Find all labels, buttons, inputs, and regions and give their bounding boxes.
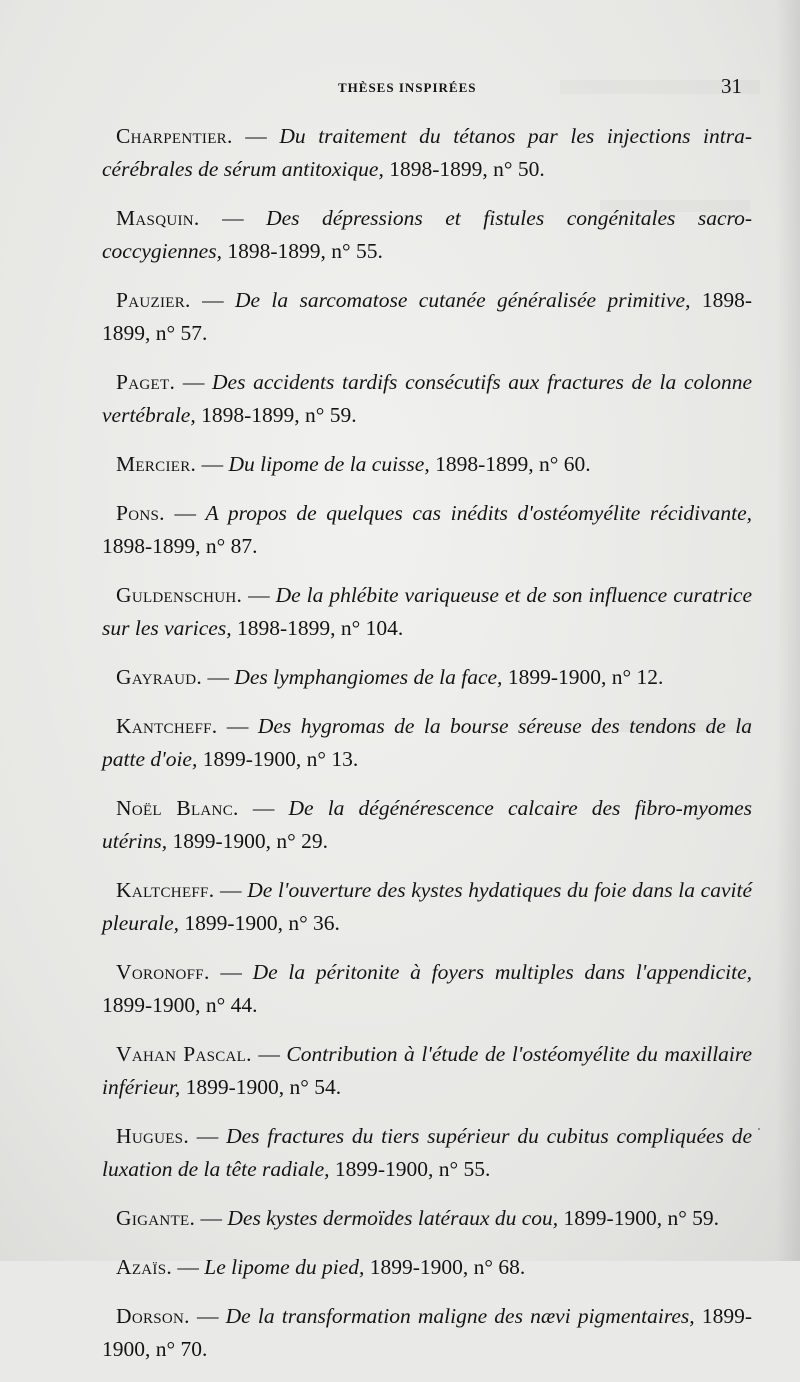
entry-details: 1898-1899, n° 87. — [102, 534, 258, 558]
entry-title: Des dépressions et fistules congénitales sacro-coccygiennes, — [102, 206, 753, 263]
entry-title: De l'ouverture des kystes hydatiques du foie dans la cavité pleurale, — [102, 878, 753, 935]
entry-separator: — — [209, 960, 253, 984]
entry-separator: — — [189, 1124, 227, 1148]
entry-separator: — — [242, 583, 276, 607]
entry-details: 1898-1899, n° 60. — [429, 452, 591, 476]
entry-details: 1899-1900, n° 29. — [167, 829, 328, 853]
entry-author: Noël Blanc. — [116, 796, 239, 820]
entry-separator: — — [172, 1255, 205, 1279]
entry-details: 1898-1899, n° 104. — [231, 616, 404, 640]
thesis-entry — [102, 1251, 752, 1284]
entry-separator: — — [214, 878, 248, 902]
ink-speck — [758, 1128, 760, 1130]
entry-title: Contribution à l'étude de l'ostéomyélite du maxillaire inférieur, — [102, 1042, 752, 1099]
thesis-entry — [102, 579, 752, 645]
thesis-entry — [102, 1202, 752, 1235]
thesis-entry — [102, 120, 752, 186]
thesis-entry — [102, 792, 752, 858]
entry-separator: — — [251, 1042, 287, 1066]
entry-details: 1898-1899, n° 57. — [102, 288, 752, 345]
entry-details: 1899-1900, n° 44. — [102, 993, 258, 1017]
thesis-entry — [102, 366, 752, 432]
entry-author: Hugues. — [116, 1124, 190, 1148]
entry-author: Voronoff. — [116, 960, 210, 984]
entry-separator: — — [175, 370, 213, 394]
entry-author: Kaltcheff. — [116, 878, 215, 902]
entry-details: 1899-1900, n° 12. — [502, 665, 664, 689]
thesis-entry — [102, 202, 752, 268]
page-header — [100, 76, 740, 100]
entry-title: De la phlébite variqueuse et de son influence curatrice sur les varices, — [102, 583, 753, 640]
entry-separator: — — [164, 501, 206, 525]
entry-author: Gayraud. — [116, 665, 203, 689]
entry-title: Des fractures du tiers supérieur du cubitus compliquées de luxation de la tête radiale, — [102, 1124, 752, 1181]
entry-separator: — — [196, 452, 229, 476]
entry-title: De la dégénérescence calcaire des fibro-myomes utérins, — [102, 796, 753, 853]
entry-author: Guldenschuh. — [116, 583, 243, 607]
entry-title: De la péritonite à foyers multiples dans l'appendicite, — [252, 960, 753, 984]
entry-title: Le lipome du pied, — [204, 1255, 365, 1279]
entry-details: 1899-1900, n° 55. — [329, 1157, 491, 1181]
entry-author: Vahan Pascal. — [116, 1042, 252, 1066]
thesis-entry — [102, 874, 752, 940]
entry-details: 1898-1899, n° 50. — [383, 157, 545, 181]
entry-title: Du traitement du tétanos par les injections intra-cérébrales de sérum antitoxique, — [102, 124, 752, 181]
thesis-entry — [102, 1038, 752, 1104]
entry-author: Paget. — [116, 370, 176, 394]
entry-separator: — — [195, 1206, 228, 1230]
entry-author: Pauzier. — [116, 288, 191, 312]
entry-separator: — — [232, 124, 280, 148]
thesis-entry — [102, 1120, 752, 1186]
entry-separator: — — [199, 206, 267, 230]
running-title: THÈSES INSPIRÉES — [338, 80, 477, 95]
entry-author: Gigante. — [116, 1206, 196, 1230]
entry-details: 1899-1900, n° 13. — [197, 747, 359, 771]
entry-title: Des lymphangiomes de la face, — [234, 665, 503, 689]
entry-details: 1899-1900, n° 68. — [364, 1255, 526, 1279]
entry-author: Pons. — [116, 501, 165, 525]
thesis-list — [102, 120, 752, 1382]
thesis-entry — [102, 956, 752, 1022]
page-gutter-shadow — [776, 0, 800, 1261]
entry-details: 1898-1899, n° 55. — [221, 239, 383, 263]
entry-author: Mercier. — [116, 452, 197, 476]
entry-title: Du lipome de la cuisse, — [228, 452, 430, 476]
thesis-entry — [102, 448, 752, 481]
entry-title: Des kystes dermoïdes latéraux du cou, — [227, 1206, 559, 1230]
entry-title: Des hygromas de la bourse séreuse des tendons de la patte d'oie, — [102, 714, 752, 771]
thesis-entry — [102, 661, 752, 694]
entry-details: 1898-1899, n° 59. — [195, 403, 357, 427]
entry-author: Charpentier. — [116, 124, 233, 148]
entry-author: Kantcheff. — [116, 714, 218, 738]
entry-separator: — — [238, 796, 289, 820]
thesis-entry — [102, 1300, 752, 1366]
entry-title: De la transformation maligne des nævi pigmentaires, — [225, 1304, 695, 1328]
entry-details: 1899-1900, n° 54. — [180, 1075, 342, 1099]
entry-separator: — — [217, 714, 258, 738]
entry-separator: — — [202, 665, 235, 689]
entry-details: 1899-1900, n° 36. — [179, 911, 340, 935]
entry-details: 1899-1900, n° 70. — [102, 1304, 752, 1361]
entry-separator: — — [189, 1304, 226, 1328]
entry-author: Dorson. — [116, 1304, 190, 1328]
entry-title: A propos de quelques cas inédits d'ostéomyélite récidivante, — [205, 501, 753, 525]
page-number: 31 — [721, 74, 742, 98]
entry-title: Des accidents tardifs consécutifs aux fractures de la colonne vertébrale, — [102, 370, 752, 427]
thesis-entry — [102, 710, 752, 776]
entry-details: 1899-1900, n° 59. — [558, 1206, 720, 1230]
entry-title: De la sarcomatose cutanée généralisée primitive, — [234, 288, 691, 312]
entry-author: Azaïs. — [116, 1255, 173, 1279]
entry-author: Masquin. — [116, 206, 200, 230]
entry-separator: — — [190, 288, 235, 312]
thesis-entry — [102, 497, 752, 563]
thesis-entry — [102, 284, 752, 350]
